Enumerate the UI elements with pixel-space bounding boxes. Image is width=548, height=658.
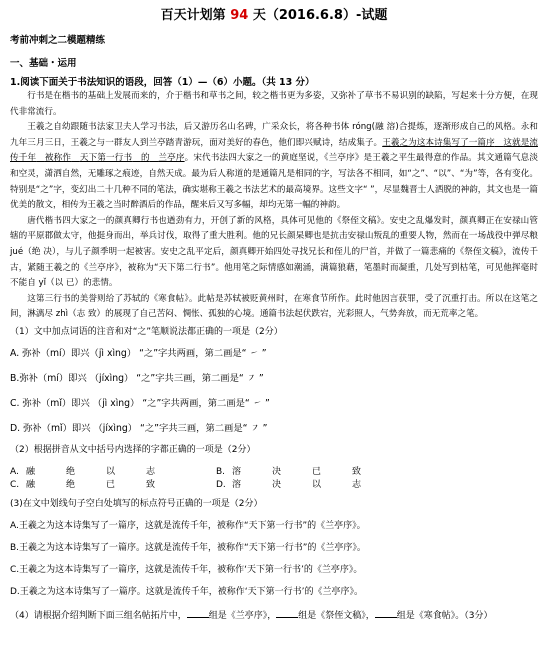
option-1-3-a: A.王羲之为这本诗集写了一篇序，这就是流传千年，被称作“天下第一行书”的《兰亭序》。 (10, 521, 366, 532)
option-1-3-b: B.王羲之为这本诗集写了一篇序。这就是流传千年，被称作“天下第一行书”的《兰亭序》。 (10, 543, 366, 554)
title-prefix: 百天计划第 (160, 8, 226, 23)
question-1-4: （4）请根据介绍判断下面三组名帖拓片中， 组是《兰亭序》， 组是《祭侄文稿》， 组是《寒食帖》。（3分） (10, 608, 538, 623)
option-1-3-d: D.王羲之为这本诗集写了一篇序。这就是流传千年，被称作‘天下第一行书’的《兰亭序》。 (10, 587, 364, 598)
paragraph-3: 唐代楷书四大家之一的颜真卿行书也遒劲有力，开创了新的风格，具体可见他的《祭侄文稿》。安史之乱爆发时，颜真卿正在安禄山管辖的平原郡做太守，他挺身而出，举兵讨伐，取得了重大胜利。他的兄长颜杲卿也是抗击安禄山叛乱的重要人物，然而在一场战役中弹尽粮 jué（绝 决），与儿子颜季明一起被害。安史之乱平定后，颜真卿开始四处寻找兄长和侄儿的尸首，并做了一篇悲痛的《祭侄文稿》，流传千古，紧随王羲之的《兰亭序》，被称为“天下第二行书”。他用笔之际情感如潮涌，满篇狼藉，笔墨时而凝重，几处写到枯笔，可见他挥毫时不能自 yǐ（以 已）的悲情。 (10, 215, 538, 289)
answer-blank-2[interactable] (276, 608, 298, 618)
answer-blank-1[interactable] (187, 608, 209, 618)
paragraph-2 (10, 120, 538, 214)
title-day-number: 94 (230, 8, 249, 23)
answer-blank-3[interactable] (375, 608, 397, 618)
option-1-1-a: A. 弥补（mí）即兴（jì xìng） “之”字共两画，第二画是“ ㇀ ” (10, 347, 267, 359)
question-1-intro: 1.阅读下面关于书法知识的语段，回答（1）—（6）小题。（共 13 分） (10, 77, 315, 88)
paragraph-2-tail: 。宋代书法四大家之一的黄庭坚说，《兰亭序》是王羲之平生最得意的作品。其文通篇气息淡和空灵，潇洒自然，无雕琢之痕迹，自然天成。最为后人称道的是通篇凡是相同的字，写法各不相同，如“之”、“以”、“为”等，各有变化。特别是“之”字，变幻出二十几种不同的笔法，确实堪称王羲之书法艺术的最高境界。这些文字“ ”，尽显魏晋士人洒脱的神韵，其文也是一篇优美的散文，相传为王羲之当时醉酒后的作品，醒来后又写多幅，却均无第一幅的神韵。 (10, 153, 538, 211)
option-table-1-2: A. 融 绝 以 志 B. 溶 决 已 致 C. 融 绝 已 致 D. 溶 决 以 志 (10, 467, 362, 491)
option-1-1-b: B.弥补（mí）即兴 （jíxìng） “之”字共三画，第二画是“ ㇇ ” (10, 372, 264, 384)
option-1-3-c: C.王羲之为这本诗集写了一篇序，这就是流传千年，被称作‘天下第一行书’的《兰亭序》。 (10, 565, 363, 576)
subtitle: 考前冲刺之二模题精练 (10, 35, 106, 46)
option-1-1-d: D. 弥补（mǐ）即兴 （jíxìng） “之”字共三画，第二画是“ ㇇ ” (10, 422, 268, 434)
paragraph-2-text: 王羲之自幼跟随书法家卫夫人学习书法，后又游历名山名碑，广采众长，将各种书体 róng(融 溶)合提炼，逐渐形成自己的风格。永和九年三月三日，王羲之与一群友人到兰亭踏青游玩，面对美好的春色，他们即兴赋诗，结成集子。 (10, 122, 538, 148)
option-1-1-c: C. 弥补（mǐ）即兴 （jì xìng） “之”字共两画，第二画是“ ㇀ ” (10, 397, 270, 409)
question-1-1: （1）文中加点词语的注音和对“之”笔顺说法都正确的一项是（2分） (10, 326, 283, 337)
title-suffix: 天（2016.6.8）-试题 (252, 8, 388, 23)
paragraph-4: 这第三行书的美誉则给了苏轼的《寒食帖》。此帖是苏轼被贬黄州时，在寒食节所作。此时他因言获罪，受了沉重打击。所以在这笔之间，淋漓尽 zhì（志 致）的展现了自己苦闷、惆怅、孤独的心境。通篇书法起伏跌宕，光彩照人，气势奔放，而无荒率之笔。 (10, 293, 538, 320)
paragraph-1: 行书是在楷书的基础上发展而来的，介于楷书和草书之间，较之楷书更为多姿，又弥补了草书不易识别的缺陷，写起来十分方便，在现代非常流行。 (10, 91, 538, 117)
underlined-sentence: 王羲之为这本诗集写了一篇序 这就是流传千年 被称作 天下第一行书 的 兰亭序 (10, 137, 538, 164)
question-1-3: (3)在文中划线句子空白处填写的标点符号正确的一项是（2分） (10, 499, 263, 510)
question-1-2: （2）根据拼音从文中括号内选择的字都正确的一项是（2分） (10, 445, 256, 456)
page-title (10, 8, 538, 24)
section-heading: 一、基础・运用 (10, 58, 77, 69)
